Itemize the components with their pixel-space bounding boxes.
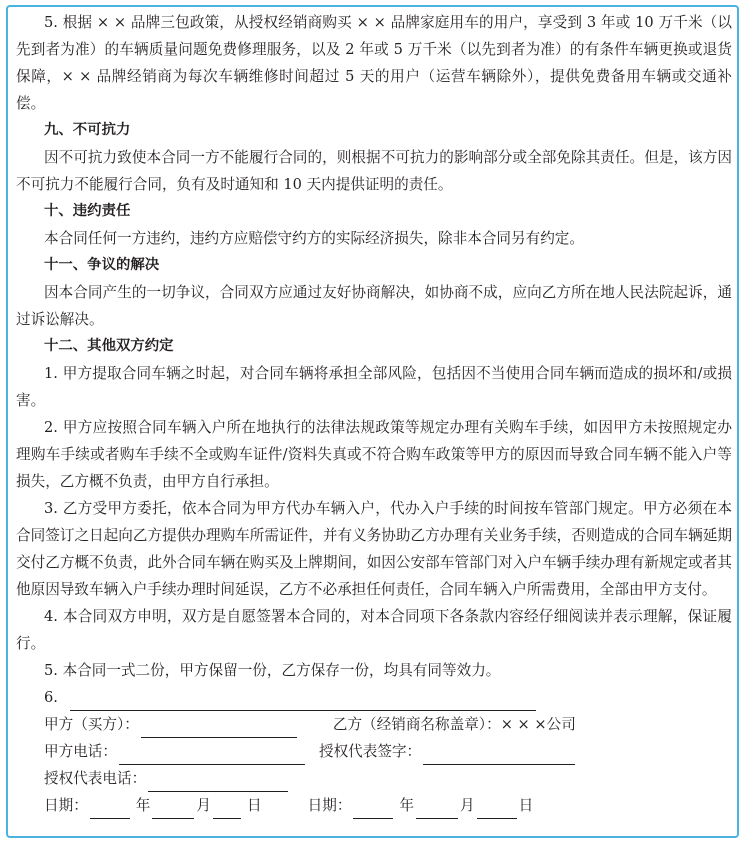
rep-phone-blank[interactable]	[148, 773, 288, 792]
buyer-phone-blank[interactable]	[119, 746, 305, 765]
buyer-label: 甲方（买方）：	[44, 716, 139, 733]
seller-month-label: 月	[460, 797, 475, 814]
buyer-day-blank[interactable]	[213, 800, 241, 819]
rep-sign-blank[interactable]	[423, 746, 575, 765]
seller-month-blank[interactable]	[416, 800, 458, 819]
buyer-month-blank[interactable]	[152, 800, 194, 819]
other-term-2: 2. 甲方应按照合同车辆入户所在地执行的法律法规政策等规定办理有关购车手续，如因甲方未按照规定办理购车手续或者购车手续不全或购车证件/资料失真或不符合购车政策等甲方的原因而导致合同车辆不能入户等损失，乙方概不负责，由甲方自行承担。	[16, 419, 732, 490]
seller-date-label: 日期：	[307, 797, 352, 814]
rep-sign-label: 授权代表签字：	[318, 743, 422, 760]
buyer-day-label: 日	[247, 797, 262, 814]
breach-text: 本合同任何一方违约，违约方应赔偿守约方的实际经济损失，除非本合同另有约定。	[44, 230, 584, 247]
dispute-text: 因本合同产生的一切争议，合同双方应通过友好协商解决，如协商不成，应向乙方所在地人民法院起诉，通过诉讼解决。	[16, 284, 732, 328]
buyer-phone-label: 甲方电话：	[44, 743, 117, 760]
seller-label: 乙方（经销商名称盖章）：	[332, 716, 501, 733]
seller-year-blank[interactable]	[353, 800, 393, 819]
signature-phone-row	[16, 738, 732, 765]
force-majeure-text: 因不可抗力致使本合同一方不能履行合同的，则根据不可抗力的影响部分或全部免除其责任。但是，该方因不可抗力不能履行合同，负有及时通知和 10 天内提供证明的责任。	[16, 149, 732, 193]
clause-5-warranty: 5. 根据 × × 品牌三包政策，从授权经销商购买 × × 品牌家庭用车的用户，享受到 3 年或 10 万千米（以先到者为准）的车辆质量问题免费修理服务，以及 2 年或 5 万千米（以先到者为准）的有条件车辆更换或退货保障，× × 品牌经销商为每次车辆维修时间超过 5 天的用户（运营车辆除外），提供免费备用车辆或交通补偿。	[16, 14, 732, 112]
buyer-date-label: 日期：	[44, 797, 88, 814]
section-heading-force-majeure: 九、不可抗力	[44, 122, 131, 138]
buyer-year-label: 年	[135, 797, 151, 814]
other-term-5: 5. 本合同一式二份，甲方保留一份，乙方保存一份，均具有同等效力。	[44, 662, 501, 679]
section-heading-breach: 十、违约责任	[44, 203, 131, 219]
buyer-month-label: 月	[196, 797, 212, 814]
buyer-year-blank[interactable]	[90, 800, 130, 819]
section-heading-other-terms: 十二、其他双方约定	[44, 338, 174, 354]
other-term-1: 1. 甲方提取合同车辆之时起，对合同车辆将承担全部风险，包括因不当使用合同车辆而造成的损坏和/或损害。	[16, 365, 732, 409]
contract-content	[16, 9, 732, 819]
signature-parties-row	[16, 711, 732, 738]
other-term-4: 4. 本合同双方申明，双方是自愿签署本合同的，对本合同项下各条款内容经仔细阅读并表示理解，保证履行。	[16, 608, 732, 652]
seller-day-blank[interactable]	[477, 800, 517, 819]
seller-value: × × ×公司	[500, 716, 576, 733]
rep-phone-label: 授权代表电话：	[44, 770, 147, 787]
signature-date-row	[16, 792, 732, 819]
other-term-6-number: 6.	[44, 689, 58, 706]
buyer-name-blank[interactable]	[141, 719, 297, 738]
seller-day-label: 日	[518, 797, 534, 814]
other-term-6	[16, 684, 732, 711]
seller-year-label: 年	[399, 797, 415, 814]
other-term-3: 3. 乙方受甲方委托，依本合同为甲方代办车辆入户，代办入户手续的时间按车管部门规定。甲方必须在本合同签订之日起向乙方提供办理购车所需证件，并有义务协助乙方办理有关业务手续，否则造成的合同车辆延期交付乙方概不负责，此外合同车辆在购买及上牌期间，如因公安部车管部门对入户车辆手续办理有新规定或者其他原因导致车辆入户手续办理时间延误，乙方不必承担任何责任，合同车辆入户所需费用，全部由甲方支付。	[16, 500, 732, 598]
signature-rep-phone-row	[16, 765, 732, 792]
section-heading-dispute: 十一、争议的解决	[44, 257, 160, 273]
other-term-6-blank[interactable]	[70, 692, 536, 711]
